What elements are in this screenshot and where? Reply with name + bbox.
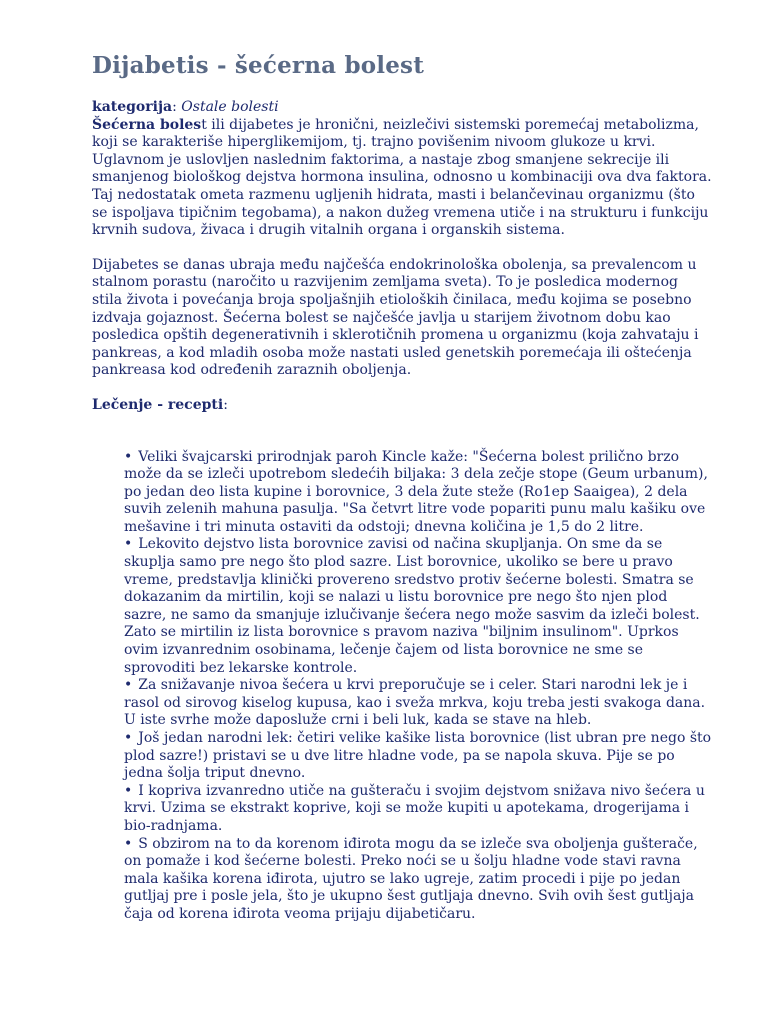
prevalence-paragraph: Dijabetes se danas ubraja među najčešća endokrinološka obolenja, sa prevalencom u stalnom porastu (naročito u razvijenim zemljama sveta). To je posledica modernog stila života i povećanja broja spoljašnjih etioloških činilaca, među kojima se posebno izdvaja gojaznost. Šećerna bolest se najčešće javlja u starijem životnom dobu kao posledica opštih degenerativnih i sklerotičnih promena u organizmu (koja zahvataju i pankreas, a kod mladih osoba može nastati usled genetskih poremećaja ili oštećenja pankreasa kod određenih zaraznih oboljenja. [92,256,699,379]
bullet-icon: • [124,782,133,799]
list-item-text: Lekovito dejstvo lista borovnice zavisi od načina skupljanja. On sme da se skuplja samo pre nego što plod sazre. List borovnice, ukoliko se bere u pravo vreme, predstavlja klinički provereno sredstvo protiv šećerne bolesti. Smatra se dokazanim da mirtilin, koji se nalazi u listu borovnice pre nego što njen plod sazre, ne samo da smanjuje izlučivanje šećera nego može sasvim da izleči bolest. Zato se mirtilin iz lista borovnice s pravom naziva "biljnim insulinom". Uprkos ovim izvanrednim osobinama, lečenje čajem od lista borovnice ne sme se sprovoditi bez lekarske kontrole. [124,536,700,676]
section-heading-text: Lečenje - recepti [92,396,224,413]
section-heading [92,397,712,415]
section-heading-colon: : [223,396,228,413]
list-item-text: Za snižavanje nivoa šećera u krvi preporučuje se i celer. Stari narodni lek je i rasol od sirovog kiselog kupusa, kao i sveža mrkva, koju treba jesti svakoga dana. U iste svrhe može daposluže crni i beli luk, kada se stave na hleb. [124,677,706,729]
intro-text: t ili dijabetes je hronični, neizlečivi sistemski poremećaj metabolizma, koji se karakteriše hiperglikemijom, tj. trajno povišenim nivoom glukoze u krvi. Uglavnom je uslovljen naslednim faktorima, a nastaje zbog smanjene sekrecije ili smanjenog biološkog dejstva hormona insulina, odnosno u kombinaciji ova dva faktora. Taj nedostatak ometa razmenu ugljenih hidrata, masti i belančevinau organizmu (što se ispoljava tipičnim tegobama), a nakon dužeg vremena utiče i na strukturu i funkciju krvnih sudova, živaca i drugih vitalnih organa i organskih sistema. [92,116,712,239]
list-item [124,836,712,924]
list-item-text: S obzirom na to da korenom iđirota mogu da se izleče sva oboljenja gušterače, on pomaže i kod šećerne bolesti. Preko noći se u šolju hladne vode stavi ravna mala kašika korena iđirota, ujutro se lako ugreje, zatim procedi i pije po jedan gutljaj pre i posle jela, što je ukupno šest gutljaja dnevno. Svih ovih šest gutljaja čaja od korena iđirota veoma prijaju dijabetičaru. [124,835,698,922]
bullet-icon: • [124,677,133,694]
bullet-icon: • [124,536,133,553]
list-item [124,449,712,537]
list-item-text: Još jedan narodni lek: četiri velike kašike lista borovnice (list ubran pre nego što plod sazre!) pristavi se u dve litre hladne vode, pa se napola skuva. Pije se po jedna šolja triput dnevno. [124,730,712,782]
list-item [124,783,712,836]
list-item [124,536,712,677]
category-value: Ostale bolesti [181,99,279,115]
list-item [124,677,712,730]
list-item [124,730,712,783]
bullet-icon: • [124,835,133,852]
page-title: Dijabetis - šećerna bolest [92,52,425,79]
intro-paragraph [92,117,712,240]
recipe-list [92,449,712,924]
article-body [92,99,712,924]
intro-lead: Šećerna boles [92,116,202,133]
article [92,52,712,924]
bullet-icon: • [124,730,133,746]
category-colon: : [172,99,182,115]
list-item-text: Veliki švajcarski prirodnjak paroh Kincle kaže: "Šećerna bolest prilično brzo može da se izleči upotrebom sledećih biljaka: 3 dela zečje stope (Geum urbanum), po jedan deo lista kupine i borovnice, 3 dela žute steže (Ro1ep Saaigea), 2 dela suvih zelenih mahuna pasulja. "Sa četvrt litre vode popariti punu malu kašiku ove mešavine i tri minuta ostaviti da odstoji; dnevna količina je 1,5 do 2 litre. [124,448,708,535]
list-item-text: I kopriva izvanredno utiče na gušteraču i svojim dejstvom snižava nivo šećera u krvi. Uzima se ekstrakt koprive, koji se može kupiti u apotekama, drogerijama i bio-radnjama. [124,782,705,834]
bullet-icon: • [124,448,133,465]
category-label: kategorija [92,99,173,115]
category-line [92,99,712,117]
